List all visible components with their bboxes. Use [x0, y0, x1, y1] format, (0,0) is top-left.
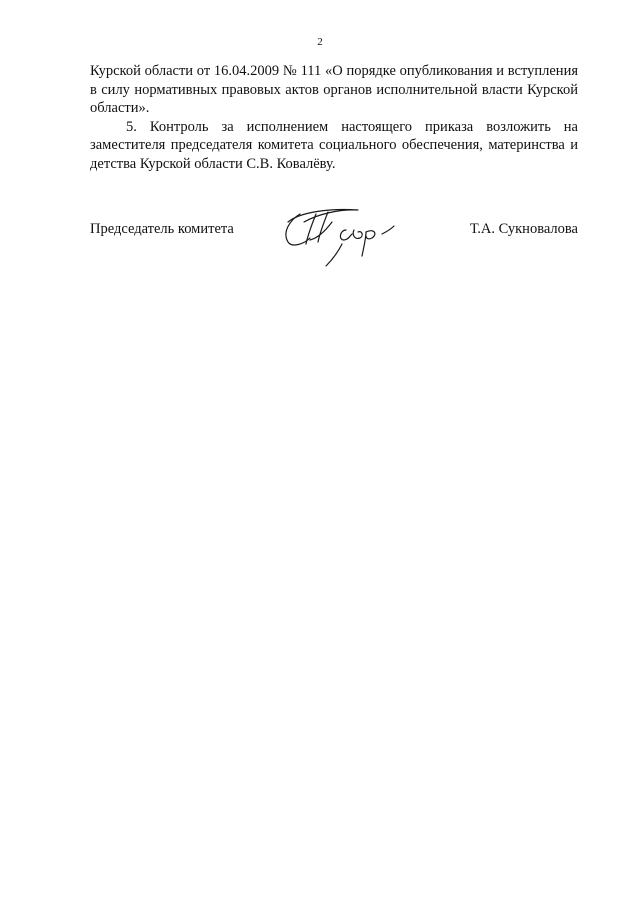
paragraph-2: 5. Контроль за исполнением настоящего приказа возложить на заместителя председателя комитета социального обеспечения, материнства и детства Курской области С.В. Ковалёву.	[90, 118, 578, 172]
handwritten-signature	[270, 200, 410, 270]
signer-name: Т.А. Сукновалова	[469, 221, 578, 237]
page-number: 2	[317, 36, 323, 48]
paragraph-1: Курской области от 16.04.2009 № 111 «О порядке опубликования и вступления в силу нормативных правовых актов органов исполнительной власти Курской области».	[90, 63, 578, 116]
document-body	[90, 62, 578, 173]
signature-block	[90, 200, 578, 280]
signer-title: Председатель комитета	[90, 221, 234, 237]
